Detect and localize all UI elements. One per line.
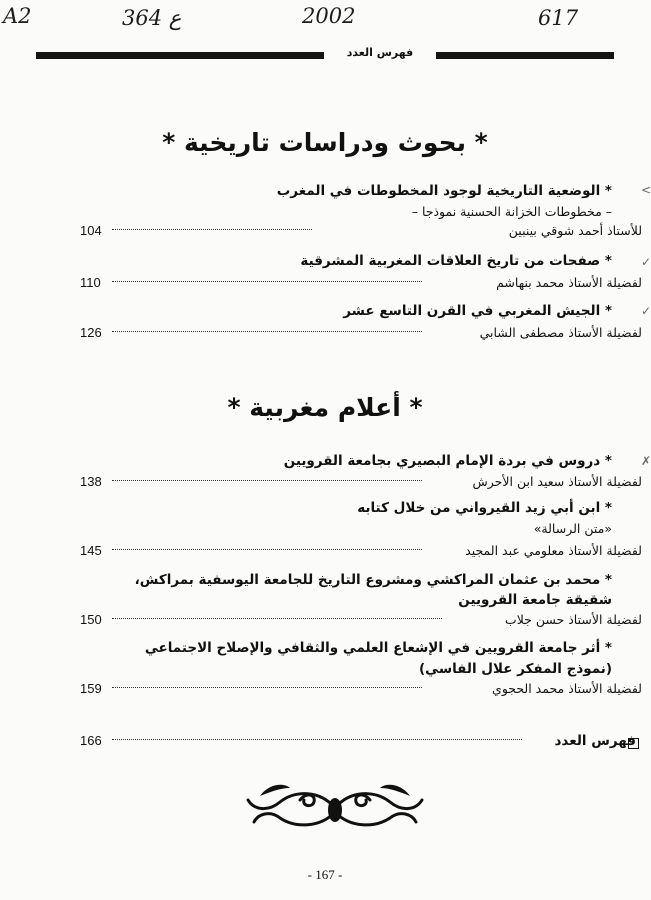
section-title: * بحوث ودراسات تاريخية * — [162, 128, 488, 157]
page-number-ref: 166 — [80, 733, 102, 748]
dot-leader — [112, 281, 422, 282]
header-rule-right — [436, 52, 614, 59]
toc-row — [80, 681, 642, 699]
entry-author: لفضيلة الأستاذ محمد الحجوي — [489, 681, 642, 696]
entry-author: لفضيلة الأستاذ حسن جلاب — [502, 612, 642, 627]
handwritten-year: 2002 — [302, 4, 356, 28]
check-mark: ✓ — [641, 304, 651, 318]
toc-row — [80, 543, 642, 561]
entry-author: لفضيلة الأستاذ مصطفى الشابي — [477, 325, 642, 340]
handwritten-number: 617 — [538, 6, 579, 30]
entry-author: للأستاذ أحمد شوقي بينبين — [506, 223, 642, 238]
entry-subtitle: شقيقة جامعة القرويين — [458, 592, 612, 608]
entry-title: * ابن أبي زيد القيرواني من خلال كتابه — [357, 500, 612, 516]
check-mark: ✓ — [641, 255, 651, 269]
dot-leader — [112, 739, 522, 740]
handwritten-mark: A2 — [3, 4, 32, 28]
page-number-ref: 145 — [80, 543, 102, 558]
page-number: - 167 - — [307, 867, 343, 882]
entry-subtitle: – مخطوطات الخزانة الحسنية نموذجا – — [411, 204, 612, 219]
square-bullet-icon — [628, 738, 639, 749]
toc-row — [80, 275, 642, 293]
dot-leader — [112, 618, 442, 619]
toc-row-final — [80, 733, 636, 751]
dot-leader — [112, 687, 422, 688]
entry-title: * الجيش المغربي في القرن التاسع عشر — [343, 303, 612, 319]
dot-leader — [112, 229, 312, 230]
dot-leader — [112, 331, 422, 332]
entry-title: * صفحات من تاريخ العلاقات المغربية المشرقية — [300, 253, 612, 269]
header-title: فهرس العدد — [346, 46, 414, 59]
entry-subtitle: (نموذج المفكر علال الفاسي) — [419, 661, 612, 677]
entry-title: * الوضعية التاريخية لوجود المخطوطات في المغرب — [276, 183, 612, 199]
page-number-ref: 126 — [80, 325, 102, 340]
page-number-ref: 159 — [80, 681, 102, 696]
handwritten-call-number: 364 ع — [122, 6, 182, 30]
page-number-ref: 104 — [80, 223, 102, 238]
entry-subtitle: «متن الرسالة» — [533, 521, 612, 536]
entry-title: * دروس في بردة الإمام البصيري بجامعة القرويين — [283, 453, 612, 469]
flourish-ornament-icon — [240, 770, 430, 840]
toc-row — [80, 325, 642, 343]
entry-title: * محمد بن عثمان المراكشي ومشروع التاريخ للجامعة اليوسفية بمراكش، — [134, 572, 612, 588]
header-rule-left — [36, 52, 324, 59]
entry-title: * أثر جامعة القرويين في الإشعاع العلمي والثقافي والإصلاح الاجتماعي — [144, 640, 612, 656]
entry-author: لفضيلة الأستاذ محمد بنهاشم — [493, 275, 642, 290]
page-number-ref: 110 — [80, 275, 101, 290]
toc-row — [80, 474, 642, 492]
page-number-ref: 150 — [80, 612, 102, 627]
dot-leader — [112, 549, 422, 550]
check-mark: ✗ — [641, 454, 651, 468]
toc-row — [80, 612, 642, 630]
entry-author: لفضيلة الأستاذ سعيد ابن الأحرش — [470, 474, 643, 489]
page-number-ref: 138 — [80, 474, 102, 489]
section-title: * أعلام مغربية * — [227, 393, 423, 422]
dot-leader — [112, 480, 422, 481]
toc-row — [80, 223, 642, 241]
final-entry-title: فهرس العدد — [551, 733, 636, 749]
entry-author: لفضيلة الأستاذ معلومي عبد المجيد — [462, 543, 642, 558]
check-mark: < — [641, 183, 651, 197]
